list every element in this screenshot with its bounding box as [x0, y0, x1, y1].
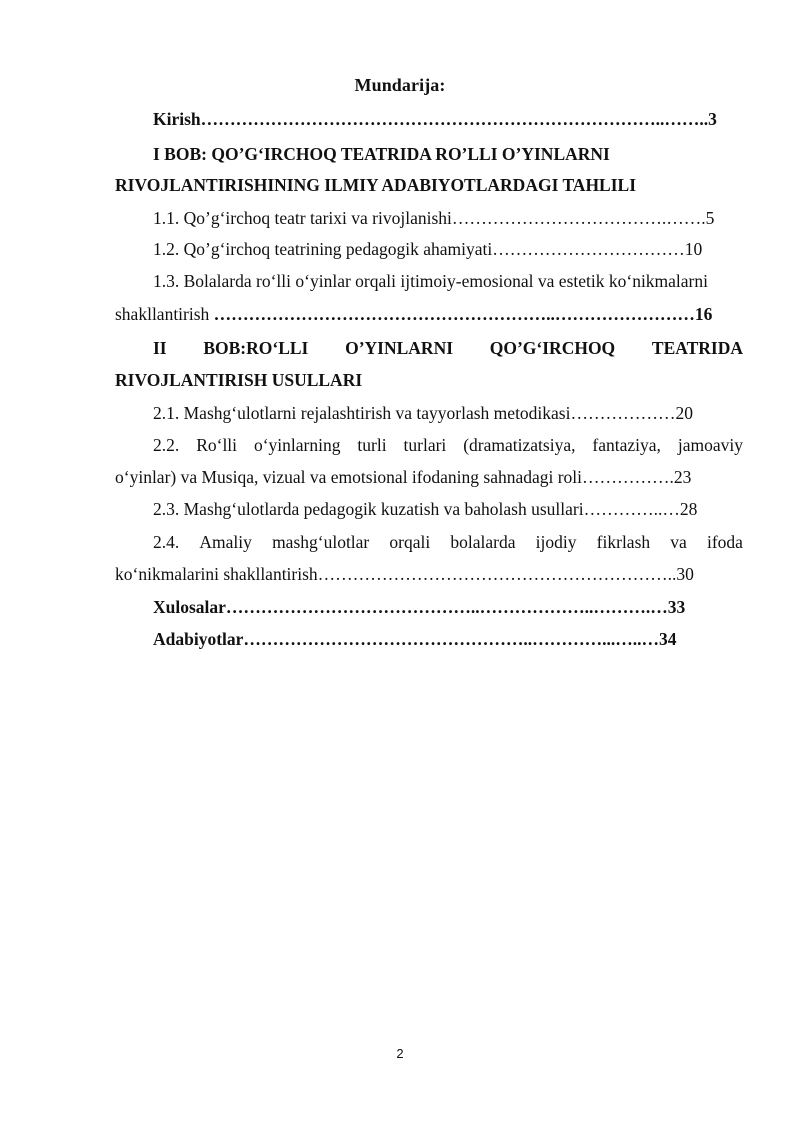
toc-entry-2-2-word: o‘yinlarning: [253, 435, 341, 455]
toc-entry-1-1: 1.1. Qo’g‘irchoq teatr tarixi va rivojlanishi……………………………….…….5: [153, 208, 715, 228]
toc-entry-kirish: Kirish……………………………………………………………………..……..3: [153, 109, 717, 129]
toc-entry-2-2-line1: [153, 434, 743, 456]
toc-entry-2-3: 2.3. Mashg‘ulotlarda pedagogik kuzatish va baholash usullari…………..…28: [153, 499, 698, 519]
toc-entry-adabiyotlar: Adabiyotlar…………………………………………..…………...…..…34: [153, 629, 677, 649]
toc-entry-2-2-word: 2.2.: [153, 435, 180, 455]
page-number: 2: [396, 1046, 404, 1061]
toc-entry-1-3-leader: …………………………………………………..……………………16: [213, 304, 713, 324]
toc-chapter-2-line2: RIVOJLANTIRISH USULLARI: [115, 370, 363, 390]
toc-entry-2-4-line2: ko‘nikmalarini shakllantirish……………………………………………………..30: [115, 564, 694, 584]
toc-entry-2-2-line2: o‘yinlar) va Musiqa, vizual va emotsional ifodaning sahnadagi roli…………….23: [115, 467, 692, 487]
toc-chapter-1-line1: I BOB: QO’G‘IRCHOQ TEATRIDA RO’LLI O’YINLARNI: [153, 144, 610, 164]
toc-chapter-2-word: BOB:RO‘LLI: [203, 338, 309, 358]
toc-chapter-2-word: QO’G‘IRCHOQ: [489, 338, 616, 358]
toc-entry-2-4-word: ifoda: [706, 532, 743, 552]
toc-entry-2-1: 2.1. Mashg‘ulotlarni rejalashtirish va tayyorlash metodikasi………………20: [153, 403, 693, 423]
toc-entry-1-3-line1: 1.3. Bolalarda ro‘lli o‘yinlar orqali ijtimoiy-emosional va estetik ko‘nikmalarni: [153, 271, 709, 291]
toc-entry-2-2-word: (dramatizatsiya,: [463, 435, 576, 455]
toc-chapter-1-line2: RIVOJLANTIRISHINING ILMIY ADABIYOTLARDAGI TAHLILI: [115, 175, 637, 195]
toc-entry-2-2-word: turlari: [403, 435, 447, 455]
toc-entry-2-2-word: Ro‘lli: [196, 435, 238, 455]
toc-entry-2-4-word: fikrlash: [596, 532, 651, 552]
toc-entry-2-4-word: Amaliy: [199, 532, 252, 552]
toc-entry-1-2: 1.2. Qo’g‘irchoq teatrining pedagogik ahamiyati……………………………10: [153, 239, 703, 259]
toc-entry-2-2-word: jamoaviy: [677, 435, 743, 455]
toc-entry-2-4-word: bolalarda: [450, 532, 516, 552]
toc-entry-2-4-word: 2.4.: [153, 532, 180, 552]
toc-entry-2-4-line1: [153, 531, 743, 553]
toc-entry-2-4-word: ijodiy: [535, 532, 577, 552]
toc-chapter-2-line1: [153, 337, 743, 359]
toc-entry-1-3-text: shakllantirish: [115, 304, 214, 324]
toc-chapter-2-word: O’YINLARNI: [345, 338, 454, 358]
toc-entry-1-3-line2: [115, 303, 712, 325]
toc-entry-2-2-word: turli: [357, 435, 387, 455]
toc-chapter-2-word: II: [153, 338, 167, 358]
toc-entry-2-4-word: va: [670, 532, 687, 552]
toc-entry-2-4-word: mashg‘ulotlar: [272, 532, 370, 552]
toc-entry-2-4-word: orqali: [389, 532, 431, 552]
toc-entry-xulosalar: Xulosalar……………………………………..………………..……….…33: [153, 597, 686, 617]
toc-title: Mundarija:: [354, 75, 446, 95]
toc-entry-2-2-word: fantaziya,: [592, 435, 661, 455]
toc-chapter-2-word: TEATRIDA: [651, 338, 743, 358]
